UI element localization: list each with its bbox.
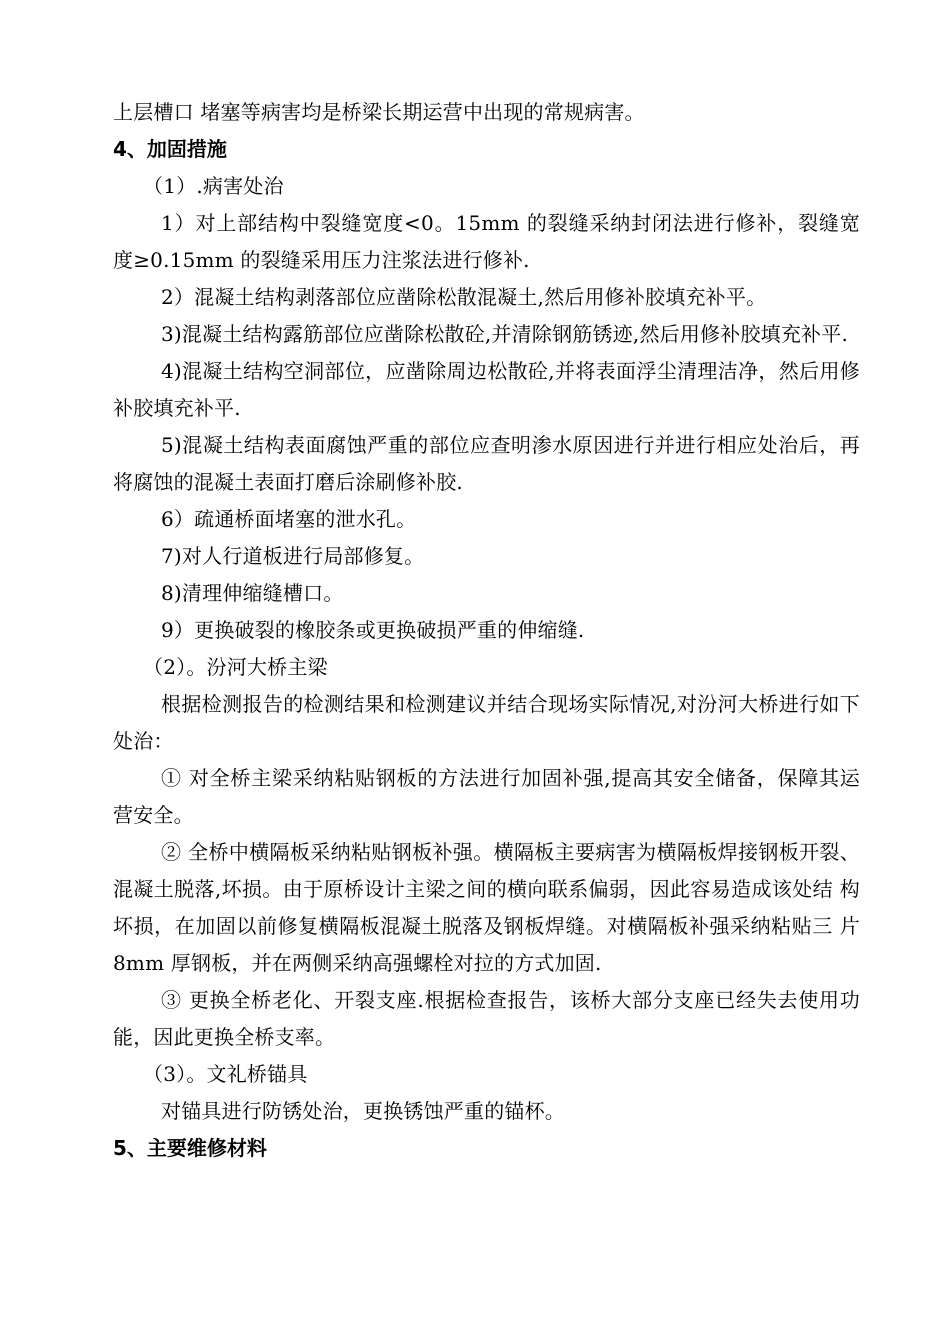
circled-item-3: ③ 更换全桥老化、开裂支座.根据检查报告，该桥大部分支座已经失去使用功能，因此更换全桥支率。 xyxy=(113,988,860,1049)
item-6: 6）疏通桥面堵塞的泄水孔。 xyxy=(161,507,417,531)
item-9: 9）更换破裂的橡胶条或更换破损严重的伸缩缝. xyxy=(161,618,585,642)
item-4: 4)混凝土结构空洞部位，应凿除周边松散砼,并将表面浮尘清理洁净，然后用修补胶填充补平. xyxy=(113,359,860,420)
circled-item-2: ② 全桥中横隔板采纳粘贴钢板补强。横隔板主要病害为横隔板焊接钢板开裂、 混凝土脱落,坏损。由于原桥设计主梁之间的横向联系偏弱，因此容易造成该处结 构坏损，在加固以前修复横隔板混凝土脱落及钢板焊缝。对横隔板补强采纳粘贴三 片 8mm 厚钢板，并在两侧采纳高强螺栓对拉的方式加固. xyxy=(113,840,860,975)
circled-item-1: ① 对全桥主梁采纳粘贴钢板的方法进行加固补强,提高其安全储备，保障其运营安全。 xyxy=(113,766,860,827)
item-1: 1）对上部结构中裂缝宽度<0。15mm 的裂缝采纳封闭法进行修补，裂缝宽度≥0.15mm 的裂缝采用压力注浆法进行修补. xyxy=(113,211,860,272)
item-8: 8)清理伸缩缝槽口。 xyxy=(161,581,344,605)
subsection-heading-3: （3）。文礼桥锚具 xyxy=(143,1062,308,1086)
section-heading-4: 4、加固措施 xyxy=(113,137,227,161)
item-3: 3)混凝土结构露筋部位应凿除松散砼,并清除钢筋锈迹,然后用修补胶填充补平. xyxy=(161,322,848,346)
paragraph-continuation: 上层槽口 堵塞等病害均是桥梁长期运营中出现的常规病害。 xyxy=(113,100,645,124)
item-2: 2）混凝土结构剥落部位应凿除松散混凝土,然后用修补胶填充补平。 xyxy=(161,285,767,309)
document-page xyxy=(113,94,860,1167)
item-7: 7)对人行道板进行局部修复。 xyxy=(161,544,425,568)
section-heading-5: 5、主要维修材料 xyxy=(113,1136,267,1160)
subsection-2-intro: 根据检测报告的检测结果和检测建议并结合现场实际情况,对汾河大桥进行如下处治： xyxy=(113,692,860,753)
subsection-3-text: 对锚具进行防锈处治，更换锈蚀严重的锚杯。 xyxy=(161,1099,565,1123)
item-5: 5)混凝土结构表面腐蚀严重的部位应查明渗水原因进行并进行相应处治后，再将腐蚀的混凝土表面打磨后涂刷修补胶. xyxy=(113,433,860,494)
subsection-heading-2: （2）。汾河大桥主梁 xyxy=(143,655,328,679)
subsection-heading-1: （1）.病害处治 xyxy=(143,174,284,198)
